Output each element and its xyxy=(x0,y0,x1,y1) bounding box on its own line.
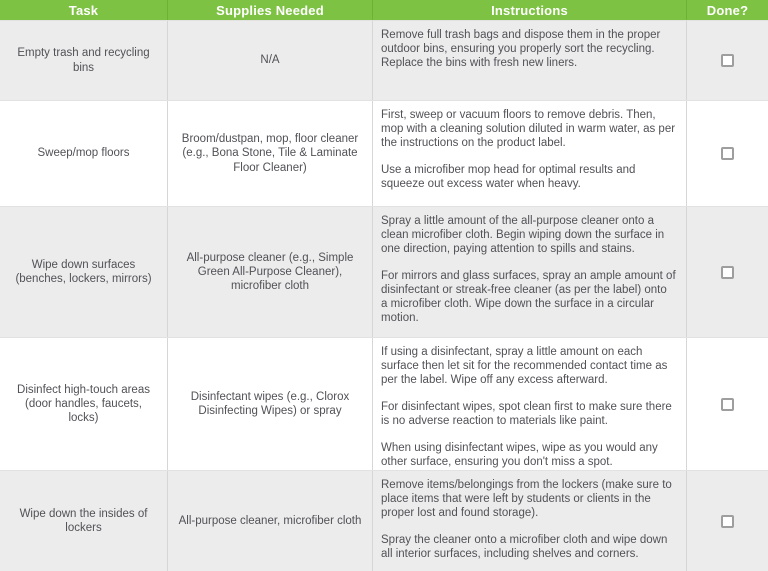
done-checkbox[interactable] xyxy=(721,147,734,160)
instruction-paragraph: For disinfectant wipes, spot clean first to make sure there is no adverse reaction to materials like paint. xyxy=(381,401,672,428)
instruction-paragraph: For mirrors and glass surfaces, spray an ample amount of disinfectant or streak-free cleaner (as per the label) onto a microfiber cloth. Wipe down the surface in a circular motion. xyxy=(381,270,676,325)
instructions-cell xyxy=(373,471,687,571)
done-cell xyxy=(687,101,768,206)
supplies-cell: All-purpose cleaner, microfiber cloth xyxy=(168,471,373,571)
instruction-paragraph: Remove items/belongings from the lockers (make sure to place items that were left by students or clients in the proper lost and found storage). xyxy=(381,479,672,520)
column-header-instructions: Instructions xyxy=(373,0,687,20)
task-cell: Empty trash and recycling bins xyxy=(0,21,168,100)
instruction-paragraph: When using disinfectant wipes, wipe as you would any other surface, ensuring you don't miss a spot. xyxy=(381,442,658,469)
instructions-cell xyxy=(373,21,687,100)
instructions-cell xyxy=(373,338,687,470)
done-cell xyxy=(687,338,768,470)
instruction-paragraph: First, sweep or vacuum floors to remove debris. Then, mop with a cleaning solution diluted in warm water, as per the instructions on the product label. xyxy=(381,109,676,150)
column-header-task: Task xyxy=(0,0,168,20)
task-cell: Wipe down surfaces (benches, lockers, mirrors) xyxy=(0,207,168,337)
done-checkbox[interactable] xyxy=(721,515,734,528)
supplies-cell: N/A xyxy=(168,21,373,100)
instruction-paragraph: Spray a little amount of the all-purpose cleaner onto a clean microfiber cloth. Begin wiping down the surface in one direction, paying attention to spills and stains. xyxy=(381,215,665,256)
instructions-cell xyxy=(373,101,687,206)
instruction-paragraph: Remove full trash bags and dispose them in the proper outdoor bins, ensuring you properly sort the recycling. Replace the bins with fresh new liners. xyxy=(381,29,661,70)
task-cell: Sweep/mop floors xyxy=(0,101,168,206)
table-row-disinfect-high-touch xyxy=(0,337,768,470)
done-cell xyxy=(687,471,768,571)
instruction-paragraph: If using a disinfectant, spray a little amount on each surface then let sit for the recommended contact time as per the label. Wipe off any excess afterward. xyxy=(381,346,668,387)
instructions-cell xyxy=(373,207,687,337)
task-cell: Wipe down the insides of lockers xyxy=(0,471,168,571)
done-checkbox[interactable] xyxy=(721,266,734,279)
done-cell xyxy=(687,207,768,337)
instruction-paragraph: Use a microfiber mop head for optimal results and squeeze out excess water when heavy. xyxy=(381,164,636,191)
column-header-done: Done? xyxy=(706,2,749,18)
table-header-row xyxy=(0,0,768,20)
supplies-cell: Disinfectant wipes (e.g., Clorox Disinfecting Wipes) or spray xyxy=(168,338,373,470)
table-row-wipe-surfaces xyxy=(0,206,768,337)
column-header-supplies: Supplies Needed xyxy=(168,0,373,20)
supplies-cell: Broom/dustpan, mop, floor cleaner (e.g., Bona Stone, Tile & Laminate Floor Cleaner) xyxy=(168,101,373,206)
done-checkbox[interactable] xyxy=(721,54,734,67)
done-cell xyxy=(687,21,768,100)
table-row-wipe-lockers xyxy=(0,470,768,571)
table-row-empty-trash xyxy=(0,20,768,100)
done-checkbox[interactable] xyxy=(721,398,734,411)
instruction-paragraph: Spray the cleaner onto a microfiber cloth and wipe down all interior surfaces, including shelves and corners. xyxy=(381,534,668,561)
supplies-cell: All-purpose cleaner (e.g., Simple Green All-Purpose Cleaner), microfiber cloth xyxy=(168,207,373,337)
task-cell: Disinfect high-touch areas (door handles, faucets, locks) xyxy=(0,338,168,470)
table-row-sweep-mop xyxy=(0,100,768,206)
